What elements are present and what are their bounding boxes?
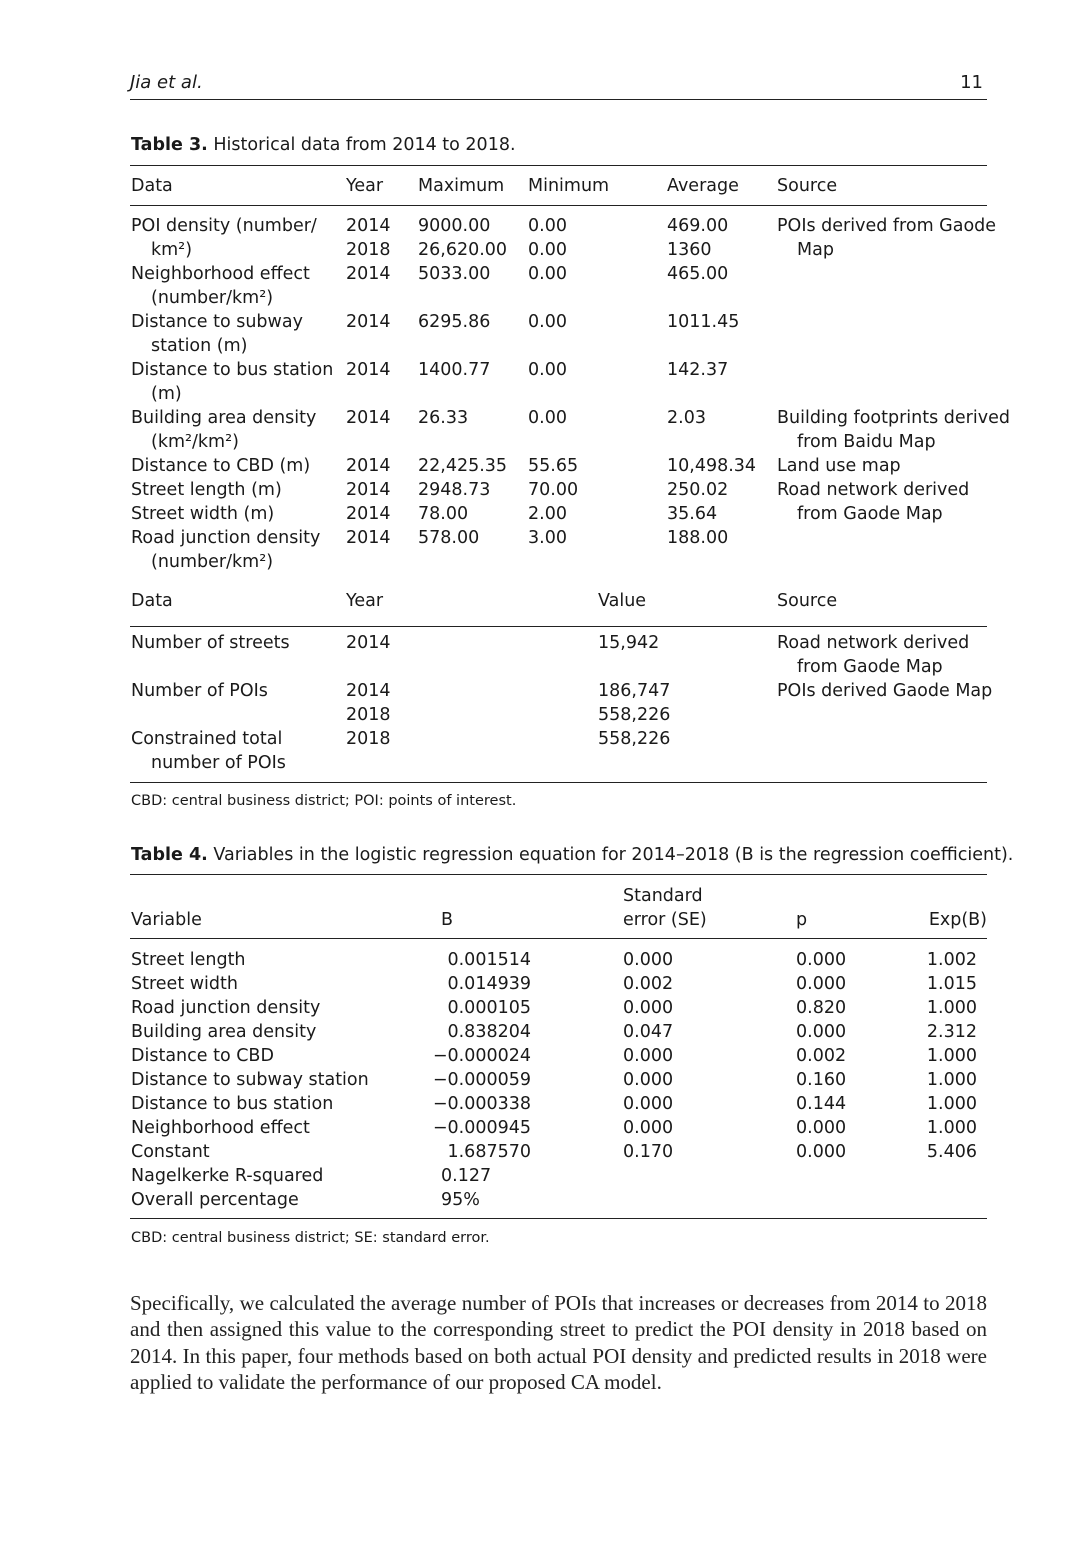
table3-row1-year: 2014 [346, 264, 391, 284]
table3-col-data: Data [131, 176, 173, 196]
table3-row4-data: (km²/km²) [151, 432, 239, 452]
table3-row4-avg: 2.03 [667, 408, 706, 428]
table3-top-rule [130, 165, 987, 166]
table4-row8-se: 0.170 [623, 1142, 674, 1162]
table4-row2-se: 0.000 [623, 998, 674, 1018]
table3-row0-source: Map [797, 240, 834, 260]
table3-row1-avg: 465.00 [667, 264, 729, 284]
table3-row0-avg: 1360 [667, 240, 712, 260]
table3-row2-avg: 1011.45 [667, 312, 740, 332]
table4-header-rule [130, 938, 987, 939]
table4-row3-expb: 2.312 [926, 1022, 977, 1042]
table3-row7-source: from Gaode Map [797, 504, 943, 524]
table3-row1-min: 0.00 [528, 264, 567, 284]
table3-row2-2-data: number of POIs [151, 753, 286, 773]
table4-col-expb: Exp(B) [928, 910, 987, 930]
table3-row8-avg: 188.00 [667, 528, 729, 548]
table4-row2-expb: 1.000 [926, 998, 977, 1018]
table4-row7-p: 0.000 [796, 1118, 847, 1138]
table3-row3-avg: 142.37 [667, 360, 729, 380]
table3-row2-2-value: 558,226 [598, 729, 671, 749]
table4-row1-variable: Street width [131, 974, 238, 994]
table3-row2-1-year: 2018 [346, 705, 391, 725]
table3-row0-source: POIs derived from Gaode [777, 216, 997, 236]
table4-row4-se: 0.000 [623, 1046, 674, 1066]
table3-row8-max: 578.00 [418, 528, 480, 548]
table3-row4-source: Building footprints derived [777, 408, 1010, 428]
table3-header2-rule [130, 626, 987, 627]
table3-row4-source: from Baidu Map [797, 432, 936, 452]
table4-row4-expb: 1.000 [926, 1046, 977, 1066]
table4-row4-variable: Distance to CBD [131, 1046, 274, 1066]
table4-row1-b: 0.014939 [447, 974, 531, 994]
table3-col-source: Source [777, 176, 838, 196]
table4-row0-b: 0.001514 [447, 950, 531, 970]
table3-col2-value: Value [598, 591, 647, 611]
table3-row0-year: 2018 [346, 240, 391, 260]
table4-row6-p: 0.144 [796, 1094, 847, 1114]
table3-row5-max: 22,425.35 [418, 456, 508, 476]
table3-row2-2-data: Constrained total [131, 729, 283, 749]
table4-row2-b: 0.000105 [447, 998, 531, 1018]
table3-row3-year: 2014 [346, 360, 391, 380]
table3-row7-year: 2014 [346, 504, 391, 524]
table4-row6-se: 0.000 [623, 1094, 674, 1114]
table4-row3-variable: Building area density [131, 1022, 317, 1042]
table3-row2-min: 0.00 [528, 312, 567, 332]
table3-row0-data: km²) [151, 240, 193, 260]
table4-summary1-variable: Overall percentage [131, 1190, 299, 1210]
table4-col-variable: Variable [131, 910, 202, 930]
body-paragraph: Specifically, we calculated the average number of POIs that increases or decreases from 2014 to 2018 and then assigned this value to the corresponding street to predict the POI density in 2018 based on 2014. In this paper, four methods based on both actual POI density and predicted results in 2018 were applied to validate the performance of our proposed CA model. [130, 1291, 987, 1394]
table4-summary0-value: 0.127 [441, 1166, 492, 1186]
table3-col-avg: Average [667, 176, 739, 196]
table3-row3-data: Distance to bus station [131, 360, 334, 380]
table3-row0-min: 0.00 [528, 216, 567, 236]
table4-caption [131, 845, 1013, 865]
table4-row3-p: 0.000 [796, 1022, 847, 1042]
table3-row0-year: 2014 [346, 216, 391, 236]
table4-title: Variables in the logistic regression equation for 2014–2018 (B is the regression coefficient). [213, 845, 1014, 865]
table3-row6-source: Road network derived [777, 480, 970, 500]
table3-row6-year: 2014 [346, 480, 391, 500]
table4-row1-expb: 1.015 [926, 974, 977, 994]
table4-col-p: p [796, 910, 808, 930]
table3-row2-1-source: POIs derived Gaode Map [777, 681, 993, 701]
table4-row1-se: 0.002 [623, 974, 674, 994]
table4-row0-expb: 1.002 [926, 950, 977, 970]
table3-col2-data: Data [131, 591, 173, 611]
table4-row8-b: 1.687570 [447, 1142, 531, 1162]
table3-row7-max: 78.00 [418, 504, 469, 524]
table3-row2-0-source: from Gaode Map [797, 657, 943, 677]
table3-row0-max: 26,620.00 [418, 240, 508, 260]
table4-row7-se: 0.000 [623, 1118, 674, 1138]
table4-row7-b: −0.000945 [432, 1118, 531, 1138]
table4-row4-p: 0.002 [796, 1046, 847, 1066]
table3-row1-max: 5033.00 [418, 264, 491, 284]
table3-col2-year: Year [346, 591, 384, 611]
table3-row6-max: 2948.73 [418, 480, 491, 500]
table3-row1-data: Neighborhood effect [131, 264, 310, 284]
table4-row5-expb: 1.000 [926, 1070, 977, 1090]
table3-title: Historical data from 2014 to 2018. [213, 135, 516, 155]
table3-row5-source: Land use map [777, 456, 901, 476]
table3-row8-year: 2014 [346, 528, 391, 548]
table3-label: Table 3. [131, 135, 208, 155]
table3-bottom-rule [130, 782, 987, 783]
table4-summary0-variable: Nagelkerke R-squared [131, 1166, 324, 1186]
table4-row6-expb: 1.000 [926, 1094, 977, 1114]
table4-row8-expb: 5.406 [926, 1142, 977, 1162]
table3-row3-max: 1400.77 [418, 360, 491, 380]
table3-row4-data: Building area density [131, 408, 317, 428]
table3-row2-1-year: 2014 [346, 681, 391, 701]
table3-row5-avg: 10,498.34 [667, 456, 757, 476]
table4-row0-p: 0.000 [796, 950, 847, 970]
table4-row5-variable: Distance to subway station [131, 1070, 369, 1090]
table3-row2-data: station (m) [151, 336, 248, 356]
table4-row5-p: 0.160 [796, 1070, 847, 1090]
table3-row8-min: 3.00 [528, 528, 567, 548]
table4-row0-variable: Street length [131, 950, 246, 970]
table3-row4-year: 2014 [346, 408, 391, 428]
table3-row8-data: Road junction density [131, 528, 321, 548]
table4-row1-p: 0.000 [796, 974, 847, 994]
table4-row5-b: −0.000059 [432, 1070, 531, 1090]
table4-col-b: B [441, 910, 454, 930]
table4-row5-se: 0.000 [623, 1070, 674, 1090]
table3-row2-1-value: 186,747 [598, 681, 671, 701]
table4-summary1-value: 95% [441, 1190, 480, 1210]
table3-row2-0-year: 2014 [346, 633, 391, 653]
table3-row2-1-value: 558,226 [598, 705, 671, 725]
table3-row4-max: 26.33 [418, 408, 469, 428]
table3-row2-1-data: Number of POIs [131, 681, 268, 701]
table4-row7-expb: 1.000 [926, 1118, 977, 1138]
table3-row5-year: 2014 [346, 456, 391, 476]
table3-col2-source: Source [777, 591, 838, 611]
table3-row6-min: 70.00 [528, 480, 579, 500]
table3-row8-data: (number/km²) [151, 552, 274, 572]
table3-row0-min: 0.00 [528, 240, 567, 260]
running-header [130, 70, 987, 100]
table4-row0-se: 0.000 [623, 950, 674, 970]
table3-row3-data: (m) [151, 384, 182, 404]
table4-row3-se: 0.047 [623, 1022, 674, 1042]
header-authors: Jia et al. [130, 72, 203, 93]
table3-row0-max: 9000.00 [418, 216, 491, 236]
table3-row2-0-data: Number of streets [131, 633, 290, 653]
table3-col-year: Year [346, 176, 384, 196]
table4-top-rule [130, 874, 987, 875]
table4-col-se-line1: Standard [623, 886, 703, 906]
table4-note: CBD: central business district; SE: standard error. [131, 1230, 490, 1246]
table4-row6-variable: Distance to bus station [131, 1094, 334, 1114]
table4-row4-b: −0.000024 [432, 1046, 531, 1066]
table4-label: Table 4. [131, 845, 208, 865]
table4-col-se-line2: error (SE) [623, 910, 707, 930]
table3-row2-year: 2014 [346, 312, 391, 332]
table3-row2-2-year: 2018 [346, 729, 391, 749]
table3-note: CBD: central business district; POI: points of interest. [131, 793, 517, 809]
table3-header-rule [130, 205, 987, 206]
table3-row5-data: Distance to CBD (m) [131, 456, 311, 476]
table3-row6-avg: 250.02 [667, 480, 729, 500]
table3-caption [131, 135, 516, 155]
table3-row0-data: POI density (number/ [131, 216, 317, 236]
table3-col-min: Minimum [528, 176, 610, 196]
table4-row7-variable: Neighborhood effect [131, 1118, 310, 1138]
table3-row4-min: 0.00 [528, 408, 567, 428]
table3-row2-max: 6295.86 [418, 312, 491, 332]
table4-row3-b: 0.838204 [447, 1022, 531, 1042]
table4-row2-p: 0.820 [796, 998, 847, 1018]
page-number: 11 [960, 72, 983, 93]
table3-row2-0-source: Road network derived [777, 633, 970, 653]
table3-col-max: Maximum [418, 176, 505, 196]
table3-row1-data: (number/km²) [151, 288, 274, 308]
table4-row8-variable: Constant [131, 1142, 210, 1162]
table3-row0-avg: 469.00 [667, 216, 729, 236]
table3-row2-0-value: 15,942 [598, 633, 660, 653]
table4-row6-b: −0.000338 [432, 1094, 531, 1114]
table3-row7-data: Street width (m) [131, 504, 275, 524]
table3-row2-data: Distance to subway [131, 312, 303, 332]
table4-bottom-rule [130, 1218, 987, 1219]
table4-row8-p: 0.000 [796, 1142, 847, 1162]
table3-row7-min: 2.00 [528, 504, 567, 524]
table3-row6-data: Street length (m) [131, 480, 282, 500]
table3-row5-min: 55.65 [528, 456, 579, 476]
table3-row7-avg: 35.64 [667, 504, 718, 524]
table4-row2-variable: Road junction density [131, 998, 321, 1018]
table3-row3-min: 0.00 [528, 360, 567, 380]
